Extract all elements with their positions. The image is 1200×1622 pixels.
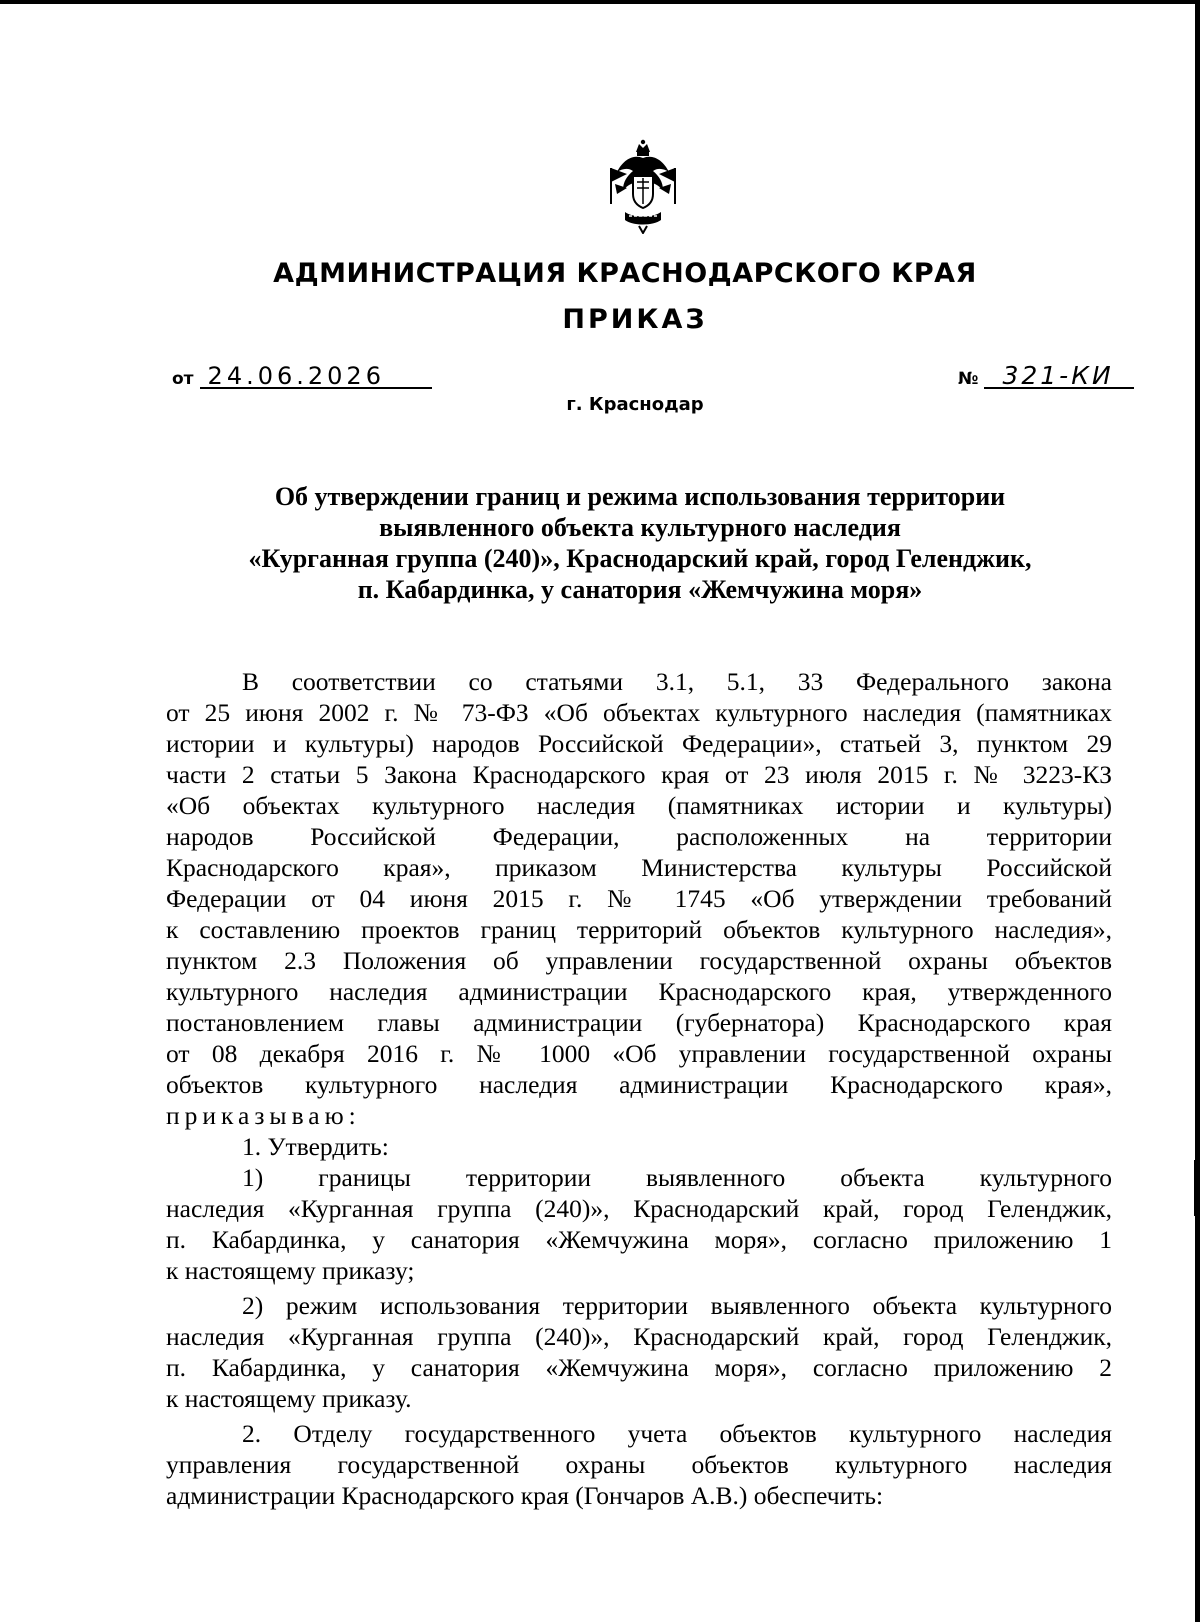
item-1-1-line: 1) границы территории выявленного объекта культурного (242, 1163, 1112, 1192)
document-body (166, 666, 1112, 1511)
item-1-2-line: к настоящему приказу. (166, 1384, 412, 1413)
date-prefix: от (172, 369, 194, 389)
item-1-1-line: к настоящему приказу; (166, 1256, 415, 1285)
preamble-line: объектов культурного наследия администрации Краснодарского края», (166, 1070, 1112, 1099)
item-2-line: 2. Отделу государственного учета объектов культурного наследия (242, 1419, 1112, 1448)
number-prefix: № (958, 369, 979, 389)
preamble-line: постановлением главы администрации (губернатора) Краснодарского края (166, 1008, 1112, 1037)
item-2-line: администрации Краснодарского края (Гончаров А.В.) обеспечить: (166, 1481, 884, 1510)
scan-border-right (1195, 0, 1200, 1622)
preamble-line: пунктом 2.3 Положения об управлении государственной охраны объектов (166, 946, 1112, 975)
subject-line: п. Кабардинка, у санатория «Жемчужина моря» (357, 575, 923, 604)
preamble-line: Федерации от 04 июня 2015 г. № 1745 «Об утверждении требований (166, 884, 1112, 913)
item-1-1-line: наследия «Курганная группа (240)», Краснодарский край, город Геленджик, (166, 1194, 1112, 1223)
preamble-line: от 08 декабря 2016 г. № 1000 «Об управлении государственной охраны (166, 1039, 1112, 1068)
date-field (172, 362, 432, 390)
subject-line: «Курганная группа (240)», Краснодарский край, город Геленджик, (248, 544, 1032, 573)
item-2-line: управления государственной охраны объектов культурного наследия (166, 1450, 1112, 1479)
item-1-heading: 1. Утвердить: (242, 1132, 389, 1161)
item-1-2-line: наследия «Курганная группа (240)», Краснодарский край, город Геленджик, (166, 1322, 1112, 1351)
preamble-line: истории и культуры) народов Российской Федерации», статьей 3, пунктом 29 (166, 729, 1112, 758)
preamble-line: «Об объектах культурного наследия (памятниках истории и культуры) (166, 791, 1112, 820)
number-field (958, 361, 1134, 390)
item-1-2-line: 2) режим использования территории выявленного объекта культурного (242, 1291, 1112, 1320)
coat-of-arms-icon (603, 138, 683, 234)
item-1-1-line: п. Кабардинка, у санатория «Жемчужина моря», согласно приложению 1 (166, 1225, 1112, 1254)
preamble-line: части 2 статьи 5 Закона Краснодарского края от 23 июля 2015 г. № 3223-КЗ (166, 760, 1112, 789)
subject-line: Об утверждении границ и режима использования территории (274, 482, 1006, 511)
preamble-line: народов Российской Федерации, расположенных на территории (166, 822, 1112, 851)
preamble-line: Краснодарского края», приказом Министерства культуры Российской (166, 853, 1112, 882)
preamble-line: от 25 июня 2002 г. № 73-ФЗ «Об объектах культурного наследия (памятниках (166, 698, 1112, 727)
item-1-2-line: п. Кабардинка, у санатория «Жемчужина моря», согласно приложению 2 (166, 1353, 1112, 1382)
date-handwritten: 24.06.2026 (200, 365, 432, 389)
city-line: г. Краснодар (566, 394, 704, 415)
preamble-line: к составлению проектов границ территорий объектов культурного наследия», (166, 915, 1112, 944)
document-type: ПРИКАЗ (562, 304, 708, 335)
scan-border-top (0, 0, 1200, 4)
preamble-line: В соответствии со статьями 3.1, 5.1, 33 Федерального закона (242, 667, 1112, 696)
number-handwritten: 321-КИ (984, 365, 1134, 389)
organization-title: АДМИНИСТРАЦИЯ КРАСНОДАРСКОГО КРАЯ (273, 258, 977, 289)
order-word: приказываю: (166, 1101, 361, 1130)
preamble-line: культурного наследия администрации Краснодарского края, утвержденного (166, 977, 1112, 1006)
scan-artifact-mark (1194, 1160, 1198, 1216)
subject-line: выявленного объекта культурного наследия (379, 513, 901, 542)
document-subject (160, 481, 1120, 605)
